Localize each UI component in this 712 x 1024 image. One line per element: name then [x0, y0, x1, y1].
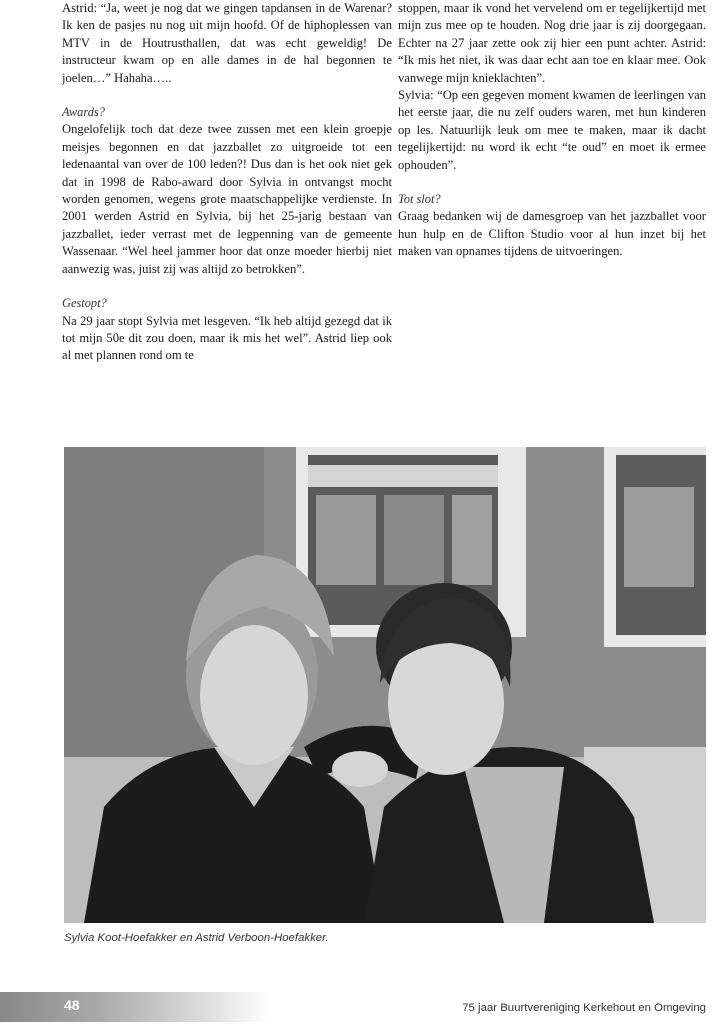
page-number: 48 — [64, 997, 80, 1013]
paragraph: Na 29 jaar stopt Sylvia met lesgeven. “Ik heb altijd gezegd dat ik tot mijn 50e dit zou doen, maar ik mis het wel”. Astrid liep ook al met plannen rond om te — [62, 313, 392, 363]
photo-caption: Sylvia Koot-Hoefakker en Astrid Verboon-Hoefakker. — [64, 932, 329, 944]
footer-bar — [0, 992, 270, 1022]
left-text-column — [62, 0, 392, 365]
paragraph: stoppen, maar ik vond het vervelend om er tegelijkertijd met mijn zus mee op te houden. Nog drie jaar is zij doorgegaan. Echter na 27 jaar zette ook zij hier een punt achter. Astrid: “Ik mis het niet, ik was daar echt aan toe en klaar mee. Ook vanwege mijn knieklachten”. — [398, 1, 706, 85]
paragraph: Sylvia: “Op een gegeven moment kwamen de leerlingen van het eerste jaar, die nu zelf ouders waren, met hun kinderen op les. Natuurlijk leuk om mee te maken, maar ik dacht tegelijkertijd: nu word ik echt “te oud” en moet ik ermee ophouden”. — [398, 88, 706, 172]
right-text-column — [398, 0, 706, 261]
paragraph: Astrid: “Ja, weet je nog dat we gingen tapdansen in de Warenar? Ik ken de pasjes nu nog uit mijn hoofd. Of de hiphoplessen van MTV in de Houtrusthallen, dat was echt geweldig! De instructeur kwam op en alle dames in de hal begonnen te joelen…” Hahaha….. — [62, 1, 392, 85]
publication-title: 75 jaar Buurtvereniging Kerkehout en Omgeving — [462, 1002, 706, 1014]
section-heading-gestopt: Gestopt? — [62, 296, 107, 311]
section-heading-tot-slot: Tot slot? — [398, 192, 441, 207]
section-heading-awards: Awards? — [62, 105, 105, 120]
photo-two-women — [64, 447, 706, 923]
paragraph: Ongelofelijk toch dat deze twee zussen met een klein groepje meisjes begonnen en dat jazzballet zo uitgroeide tot een ledenaantal van over de 100 leden?! Dus dan is het ook niet gek dat in 1998 de Rabo-award door Sylvia in ontvangst mocht worden genomen, wegens grote maatschappelijke verdienste. In 2001 werden Astrid en Sylvia, bij het 25-jarig bestaan van jazzballet, ieder verrast met de legpenning van de gemeente Wassenaar. “Wel heel jammer hoor dat onze moeder hierbij niet aanwezig was, juist zij was altijd zo betrokken”. — [62, 122, 392, 276]
paragraph: Graag bedanken wij de damesgroep van het jazzballet voor hun hulp en de Clifton Studio voor al hun inzet bij het maken van opnames tijdens de uitvoeringen. — [398, 209, 706, 259]
